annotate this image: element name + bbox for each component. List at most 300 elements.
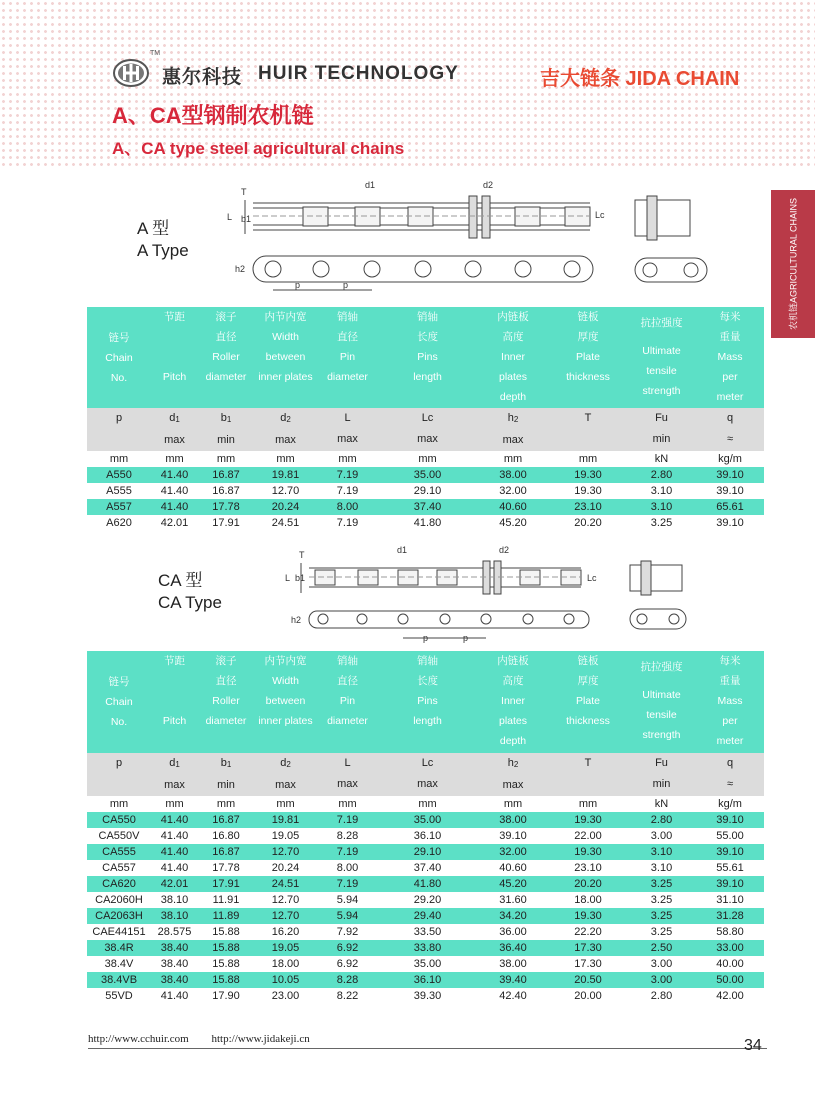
table-cell: 38.40 [151,972,198,988]
header-en: Pin [339,695,356,707]
symbol-text: h [507,757,514,769]
symbol-cell [198,753,254,796]
brand-jida-chain: 吉大链条 JIDA CHAIN [540,68,740,90]
header-cn: 内链板 [497,311,529,323]
table-cell: 17.78 [198,860,254,876]
header-en: inner plates [258,371,313,383]
symbol-subscript: 2 [513,760,519,769]
symbol-text: h [507,412,514,424]
header-cell [627,651,696,753]
table-cell: 5.94 [317,908,378,924]
unit-cell: mm [87,796,151,812]
dim-d1-label: d1 [397,545,408,555]
unit-cell: mm [549,451,627,467]
header-cn2: 长度 [417,675,438,687]
table-cell: 39.10 [477,828,549,844]
header-cell [151,307,198,408]
symbol-subscript: 1 [226,415,232,424]
header-en: Plate [576,695,600,707]
table-cell: 23.10 [549,860,627,876]
header-cell [151,651,198,753]
table-symbol-row [87,408,764,451]
table-cell: 3.00 [627,828,696,844]
table-cell: 8.22 [317,988,378,1004]
header-cell [254,307,317,408]
symbol-qualifier: max [502,779,524,791]
header-cn: 链板 [577,655,599,667]
header-cn2: 重量 [719,675,741,687]
symbol-qualifier: max [164,779,185,791]
table-cell: 3.25 [627,515,696,531]
ca-type-chain-diagram [285,543,705,645]
table-cell: 7.19 [317,876,378,892]
table-cell: 41.40 [151,467,198,483]
table-cell: 38.10 [151,892,198,908]
header-cn: 滚子 [215,311,237,323]
header-en: between [265,695,306,707]
table-cell: 3.10 [627,860,696,876]
table-row [87,828,764,844]
header-cn: 抗拉强度 [640,661,683,673]
table-cell: 41.40 [151,828,198,844]
header-cn: 销轴 [337,655,358,667]
table-cell: 38.00 [477,467,549,483]
unit-cell: mm [378,796,477,812]
table-cell: 7.19 [317,467,378,483]
header-en: Plate [576,351,600,363]
page-title-cn: A、CA型钢制农机链 [112,103,314,128]
header-en: Roller [212,695,240,707]
table-cell: 35.00 [378,467,477,483]
chain-number-cell: CA550 [87,812,151,828]
table-cell: 3.25 [627,924,696,940]
table-row [87,812,764,828]
symbol-text: Fu [655,757,668,769]
symbol-qualifier: max [275,779,296,791]
trademark-mark: TM [150,50,161,57]
table-cell: 8.00 [317,499,378,515]
page-title-en: A、CA type steel agricultural chains [112,139,405,158]
table-cell: 22.20 [549,924,627,940]
brand-name-en: HUIR TECHNOLOGY [258,63,459,84]
header-cn2: 高度 [502,331,524,343]
table-row [87,956,764,972]
table-cell: 8.28 [317,828,378,844]
dim-b1-label: b1 [295,573,306,583]
brand-name-cn: 惠尔科技 [162,67,243,88]
table-cell: 36.10 [378,828,477,844]
symbol-qualifier: max [275,434,296,446]
table-cell: 16.87 [198,467,254,483]
table-cell: 19.30 [549,908,627,924]
symbol-text: q [726,757,734,769]
table-cell: 40.00 [696,956,764,972]
symbol-cell [696,408,764,451]
chain-number-cell: CA620 [87,876,151,892]
symbol-qualifier: max [417,433,438,445]
table-cell: 38.40 [151,940,198,956]
table-cell: 19.81 [254,467,317,483]
header-cell [198,307,254,408]
table-cell: 20.00 [549,988,627,1004]
table-cell: 40.60 [477,499,549,515]
header-en: diameter [327,715,368,727]
table-cell: 31.60 [477,892,549,908]
header-cn: 链号 [108,676,130,688]
header-en: per [722,715,738,727]
symbol-cell [151,753,198,796]
unit-cell: kg/m [696,451,764,467]
table-cell: 38.10 [151,908,198,924]
chain-number-cell: CA2063H [87,908,151,924]
table-cell: 7.19 [317,483,378,499]
table-cell: 16.20 [254,924,317,940]
table-cell: 5.94 [317,892,378,908]
table-row [87,908,764,924]
header-en: No. [110,371,128,384]
symbol-text: d [169,757,176,769]
header-en: plates [498,715,528,727]
header-cn2: 高度 [502,675,524,687]
table-cell: 41.40 [151,860,198,876]
table-cell: 33.50 [378,924,477,940]
table-cell: 65.61 [696,499,764,515]
header-cn: 销轴 [417,655,438,667]
header-en: thickness [566,715,610,727]
symbol-qualifier: ≈ [726,433,734,445]
table-cell: 55.61 [696,860,764,876]
table-row [87,988,764,1004]
table-cell: 39.10 [696,483,764,499]
symbol-cell [549,408,627,451]
table-cell: 19.30 [549,483,627,499]
symbol-cell [627,408,696,451]
header-en: No. [110,716,128,728]
table-cell: 29.10 [378,483,477,499]
table-cell: 7.92 [317,924,378,940]
symbol-cell [477,408,549,451]
table-cell: 3.25 [627,876,696,892]
table-cell: 8.28 [317,972,378,988]
symbol-cell [151,408,198,451]
header-cn2: 直径 [337,331,358,343]
side-section-tab [771,190,815,338]
symbol-cell [696,753,764,796]
symbol-qualifier: max [164,434,185,446]
table-row [87,467,764,483]
table-cell: 31.10 [696,892,764,908]
chain-number-cell: 38.4R [87,940,151,956]
table-cell: 7.19 [317,515,378,531]
table-cell: 29.10 [378,844,477,860]
dim-t-label: T [299,550,305,560]
header-cell [477,651,549,753]
table-cell: 41.40 [151,988,198,1004]
a-type-spec-table [87,307,764,531]
dim-p-label: p [463,633,469,643]
symbol-cell [317,408,378,451]
table-cell: 22.00 [549,828,627,844]
table-cell: 17.30 [549,956,627,972]
symbol-subscript: 2 [286,415,291,424]
table-cell: 17.78 [198,499,254,515]
header-cell [627,307,696,408]
header-en: Pin [339,351,356,363]
table-cell: 42.01 [151,876,198,892]
symbol-qualifier: min [652,778,671,790]
footer-links [88,1033,330,1045]
unit-cell: kN [627,796,696,812]
chain-number-cell: CA2060H [87,892,151,908]
symbol-qualifier: max [417,778,438,790]
table-cell: 19.05 [254,828,317,844]
header-cn2: 厚度 [577,675,599,687]
symbol-cell [87,408,151,451]
table-cell: 18.00 [254,956,317,972]
table-cell: 17.91 [198,876,254,892]
table-cell: 37.40 [378,499,477,515]
table-cell: 20.24 [254,499,317,515]
side-tab-label: 农机链AGRICULTURAL CHAINS [788,197,799,331]
symbol-subscript: 1 [175,760,180,769]
table-cell: 36.10 [378,972,477,988]
symbol-qualifier: ≈ [726,778,734,790]
header-en: Pitch [162,715,187,727]
header-en: diameter [327,371,368,383]
symbol-cell [477,753,549,796]
a-type-label [137,218,189,262]
table-row [87,892,764,908]
table-cell: 15.88 [198,924,254,940]
table-cell: 39.10 [696,844,764,860]
header-cn: 链号 [108,331,130,344]
header-en: depth [499,391,527,403]
table-cell: 32.00 [477,844,549,860]
table-row [87,876,764,892]
header-en: Chain [105,696,133,708]
header-en: meter [716,735,744,747]
huir-logo-icon [113,58,149,88]
header-cell [549,307,627,408]
a-type-chain-diagram [225,178,715,303]
table-cell: 36.40 [477,940,549,956]
table-cell: 16.87 [198,812,254,828]
header-en: Ultimate [642,345,681,357]
header-en: Chain [105,351,133,364]
chain-number-cell: A550 [87,467,151,483]
table-cell: 3.10 [627,483,696,499]
header-cn: 节距 [164,311,185,323]
unit-cell: mm [254,451,317,467]
symbol-text: L [344,757,351,769]
table-cell: 28.575 [151,924,198,940]
table-cell: 8.00 [317,860,378,876]
table-cell: 41.40 [151,483,198,499]
table-cell: 29.40 [378,908,477,924]
table-row [87,860,764,876]
symbol-text: d [280,412,287,424]
table-cell: 41.40 [151,844,198,860]
dim-d1-label: d1 [365,180,376,190]
table-cell: 41.80 [378,515,477,531]
symbol-text: p [115,412,123,424]
symbol-text: p [115,757,123,769]
table-cell: 18.00 [549,892,627,908]
table-cell: 15.88 [198,956,254,972]
symbol-text: Lc [421,757,434,769]
footer-link-cchuir[interactable]: http://www.cchuir.com [88,1033,189,1045]
header-cell [198,651,254,753]
header-cell [254,651,317,753]
table-cell: 33.00 [696,940,764,956]
table-cell: 36.00 [477,924,549,940]
a-type-label-cn: A 型 [137,219,170,238]
unit-cell: kg/m [696,796,764,812]
symbol-qualifier: max [502,434,524,446]
table-row [87,972,764,988]
table-cell: 35.00 [378,812,477,828]
symbol-subscript: 1 [226,760,232,769]
table-row [87,483,764,499]
table-cell: 39.10 [696,467,764,483]
table-cell: 39.30 [378,988,477,1004]
table-cell: 31.28 [696,908,764,924]
header-en: Mass [717,351,743,363]
symbol-cell [87,753,151,796]
header-en: length [413,371,442,383]
header-en: Ultimate [642,689,681,701]
table-cell: 20.20 [549,876,627,892]
table-cell: 37.40 [378,860,477,876]
footer-link-jidakeji[interactable]: http://www.jidakeji.cn [211,1033,310,1045]
dim-h2-label: h2 [235,264,246,274]
table-cell: 12.70 [254,908,317,924]
chain-number-cell: A557 [87,499,151,515]
header-en: plates [498,371,528,383]
table-cell: 38.00 [477,956,549,972]
table-row [87,515,764,531]
chain-number-cell: A555 [87,483,151,499]
ca-type-label [158,570,222,614]
table-cell: 19.30 [549,467,627,483]
table-cell: 39.10 [696,515,764,531]
table-cell: 23.00 [254,988,317,1004]
header-cell [378,307,477,408]
header-en: meter [716,391,744,403]
symbol-text: Fu [655,412,668,424]
table-cell: 16.80 [198,828,254,844]
table-units-row [87,796,764,812]
table-cell: 39.10 [696,876,764,892]
header-cn: 滚子 [215,655,237,667]
table-cell: 19.30 [549,812,627,828]
table-cell: 19.81 [254,812,317,828]
symbol-subscript: 1 [175,415,180,424]
header-en: Pins [417,351,438,363]
header-en: strength [642,729,681,741]
header-cn2: 厚度 [577,331,599,343]
table-cell: 34.20 [477,908,549,924]
symbol-cell [378,753,477,796]
header-en: tensile [646,365,677,377]
table-cell: 42.01 [151,515,198,531]
header-en: Inner [501,695,525,707]
symbol-subscript: 2 [513,415,519,424]
header-cell [549,651,627,753]
dim-lc-label: Lc [595,210,605,220]
unit-cell: mm [254,796,317,812]
table-cell: 10.05 [254,972,317,988]
symbol-cell [549,753,627,796]
header-cell [378,651,477,753]
symbol-cell [198,408,254,451]
header-cn: 每米 [719,655,741,667]
table-header-row [87,651,764,753]
table-cell: 39.10 [696,812,764,828]
chain-number-cell: 55VD [87,988,151,1004]
symbol-text: q [726,412,734,424]
header-en: Roller [212,351,240,363]
symbol-text: Lc [421,412,434,424]
header-en: between [265,351,306,363]
symbol-cell [254,753,317,796]
header-en: inner plates [258,715,313,727]
symbol-text: b [220,412,227,424]
table-symbol-row [87,753,764,796]
header-cell [317,307,378,408]
unit-cell: mm [477,451,549,467]
table-cell: 20.24 [254,860,317,876]
dim-p-label: p [295,280,301,290]
chain-number-cell: CA555 [87,844,151,860]
table-cell: 41.80 [378,876,477,892]
chain-number-cell: 38.4V [87,956,151,972]
symbol-cell [378,408,477,451]
table-cell: 41.40 [151,812,198,828]
chain-number-cell: A620 [87,515,151,531]
table-row [87,924,764,940]
symbol-cell [627,753,696,796]
header-en: Pins [417,695,438,707]
header-cell [477,307,549,408]
header-cn: 销轴 [337,311,358,323]
table-header-row [87,307,764,408]
symbol-text: L [344,412,351,424]
chain-number-cell: 38.4VB [87,972,151,988]
header-cell [87,651,151,753]
header-en: length [413,715,442,727]
unit-cell: mm [198,796,254,812]
header-en: thickness [566,371,610,383]
header-cn2: 直径 [215,675,237,687]
table-cell: 12.70 [254,844,317,860]
ca-type-label-en: CA Type [158,593,222,612]
table-cell: 2.80 [627,988,696,1004]
dim-d2-label: d2 [483,180,494,190]
table-cell: 33.80 [378,940,477,956]
table-cell: 16.87 [198,844,254,860]
dim-l-label: L [285,573,291,583]
table-cell: 11.91 [198,892,254,908]
dim-d2-label: d2 [499,545,510,555]
header-en: Mass [717,695,743,707]
table-cell: 3.10 [627,499,696,515]
header-cn2: 重量 [719,331,741,343]
table-cell: 20.20 [549,515,627,531]
dim-b1-label: b1 [241,214,252,224]
unit-cell: mm [317,451,378,467]
symbol-text: d [280,757,287,769]
